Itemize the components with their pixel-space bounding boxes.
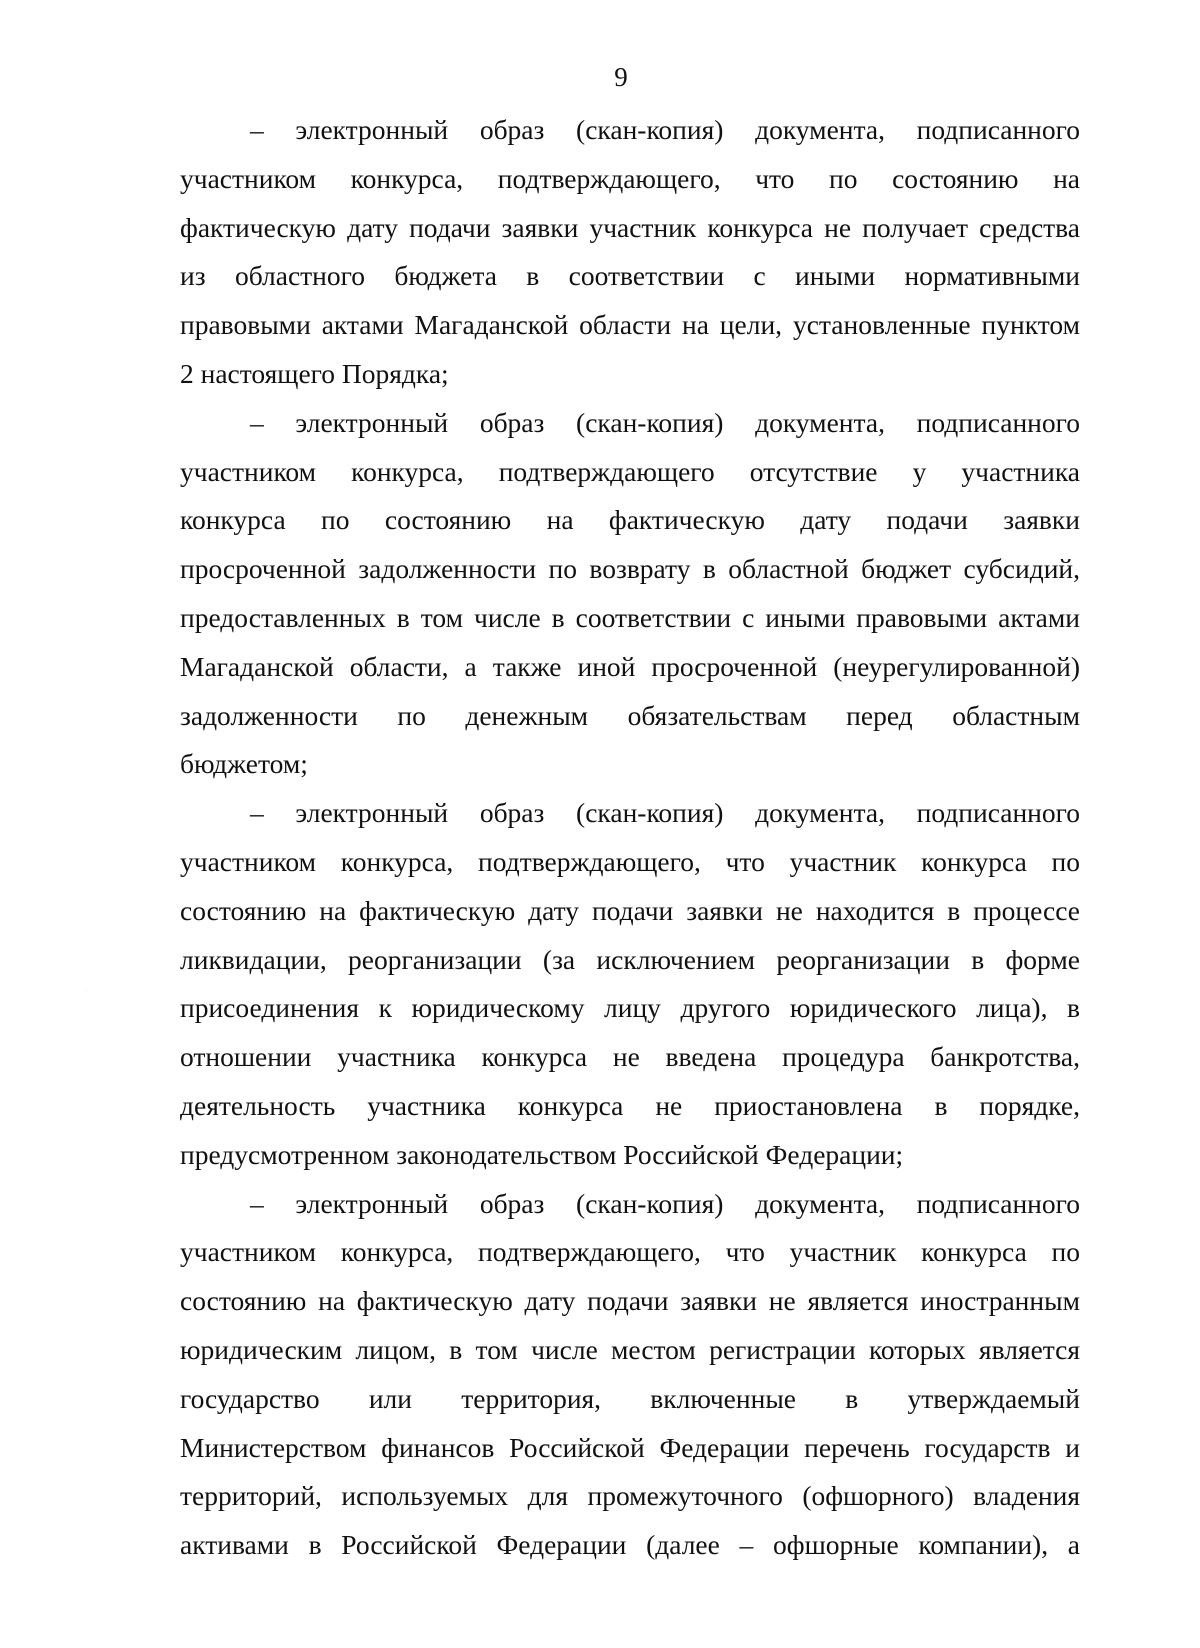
text-line: задолженности по денежным обязательствам перед областным — [180, 699, 1080, 731]
text-line: участником конкурса, подтверждающего отсутствие у участника — [180, 455, 1080, 487]
text-line: территорий, используемых для промежуточного (офшорного) владения — [180, 1480, 1080, 1512]
text-line: участником конкурса, подтверждающего, что участник конкурса по — [180, 1236, 1080, 1268]
paragraph — [180, 789, 1080, 1179]
text-line: фактическую дату подачи заявки участник конкурса не получает средства — [180, 211, 1080, 243]
text-line: конкурса по состоянию на фактическую дату подачи заявки — [180, 504, 1080, 536]
text-line: ликвидации, реорганизации (за исключением реорганизации в форме — [180, 943, 1080, 975]
scan-artifact — [86, 990, 87, 991]
page-number: 9 — [614, 62, 628, 92]
text-line: бюджетом; — [180, 748, 308, 780]
paragraph — [180, 1180, 1080, 1570]
text-line: Магаданской области, а также иной просроченной (неурегулированной) — [180, 650, 1080, 682]
document-body — [180, 106, 1080, 1570]
text-line: состоянию на фактическую дату подачи заявки не находится в процессе — [180, 894, 1080, 926]
text-line: активами в Российской Федерации (далее – офшорные компании), а — [180, 1529, 1080, 1561]
text-line: государство или территория, включенные в утверждаемый — [180, 1382, 1080, 1414]
text-line: – электронный образ (скан-копия) документа, подписанного — [250, 406, 1080, 438]
text-line: участником конкурса, подтверждающего, что участник конкурса по — [180, 845, 1080, 877]
text-line: отношении участника конкурса не введена процедура банкротства, — [180, 1041, 1080, 1073]
paragraph — [180, 106, 1080, 399]
text-line: просроченной задолженности по возврату в областной бюджет субсидий, — [180, 553, 1080, 585]
text-line: предоставленных в том числе в соответствии с иными правовыми актами — [180, 601, 1080, 633]
text-line: – электронный образ (скан-копия) документа, подписанного — [250, 114, 1080, 145]
text-line: правовыми актами Магаданской области на цели, установленные пунктом — [180, 309, 1080, 341]
text-line: предусмотренном законодательством Российской Федерации; — [180, 1138, 904, 1170]
paragraph — [180, 399, 1080, 789]
text-line: участником конкурса, подтверждающего, что по состоянию на — [180, 162, 1080, 194]
text-line: 2 настоящего Порядка; — [180, 357, 449, 389]
text-line: из областного бюджета в соответствии с иными нормативными — [180, 260, 1080, 292]
text-line: юридическим лицом, в том числе местом регистрации которых является — [180, 1333, 1080, 1365]
text-line: присоединения к юридическому лицу другого юридического лица), в — [180, 992, 1080, 1024]
text-line: Министерством финансов Российской Федерации перечень государств и — [180, 1431, 1080, 1463]
text-line: деятельность участника конкурса не приостановлена в порядке, — [180, 1089, 1080, 1121]
text-line: состоянию на фактическую дату подачи заявки не является иностранным — [180, 1285, 1080, 1317]
text-line: – электронный образ (скан-копия) документа, подписанного — [250, 797, 1080, 829]
text-line: – электронный образ (скан-копия) документа, подписанного — [250, 1187, 1080, 1219]
